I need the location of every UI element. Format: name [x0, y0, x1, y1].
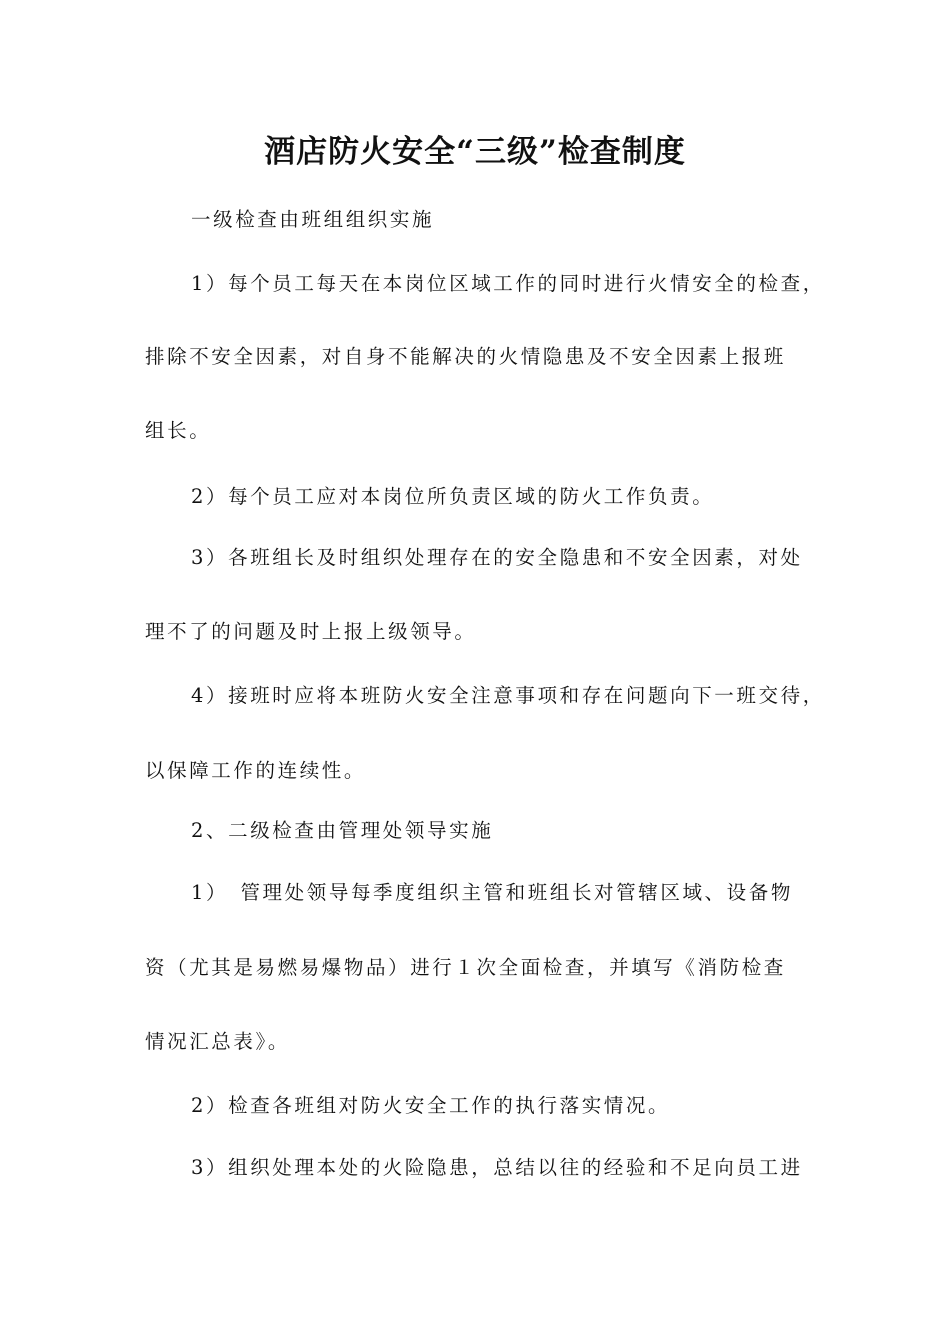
section-heading-level-1: 一级检查由班组组织实施: [191, 208, 435, 231]
paragraph-line: 2）每个员工应对本岗位所负责区域的防火工作负责。: [191, 485, 715, 508]
paragraph-line: 资（尤其是易燃易爆物品）进行１次全面检查，并填写《消防检查: [145, 956, 786, 979]
paragraph-line: 1） 管理处领导每季度组织主管和班组长对管辖区域、设备物: [191, 881, 793, 904]
paragraph-line: 3）各班组长及时组织处理存在的安全隐患和不安全因素，对处: [191, 546, 803, 569]
paragraph-line: 4）接班时应将本班防火安全注意事项和存在问题向下一班交待，: [191, 684, 825, 707]
section-heading-level-2: 2、二级检查由管理处领导实施: [191, 819, 494, 842]
paragraph-line: 2）检查各班组对防火安全工作的执行落实情况。: [191, 1094, 671, 1117]
paragraph-line: 1）每个员工每天在本岗位区域工作的同时进行火情安全的检查，: [191, 272, 825, 295]
paragraph-line: 组长。: [145, 419, 212, 442]
document-title: 酒店防火安全“三级”检查制度: [264, 134, 686, 170]
paragraph-line: 情况汇总表》。: [145, 1030, 290, 1053]
paragraph-line: 排除不安全因素，对自身不能解决的火情隐患及不安全因素上报班: [145, 345, 786, 368]
paragraph-line: 理不了的问题及时上报上级领导。: [145, 620, 477, 643]
paragraph-line: 3）组织处理本处的火险隐患，总结以往的经验和不足向员工进: [191, 1156, 803, 1179]
paragraph-line: 以保障工作的连续性。: [145, 759, 367, 782]
